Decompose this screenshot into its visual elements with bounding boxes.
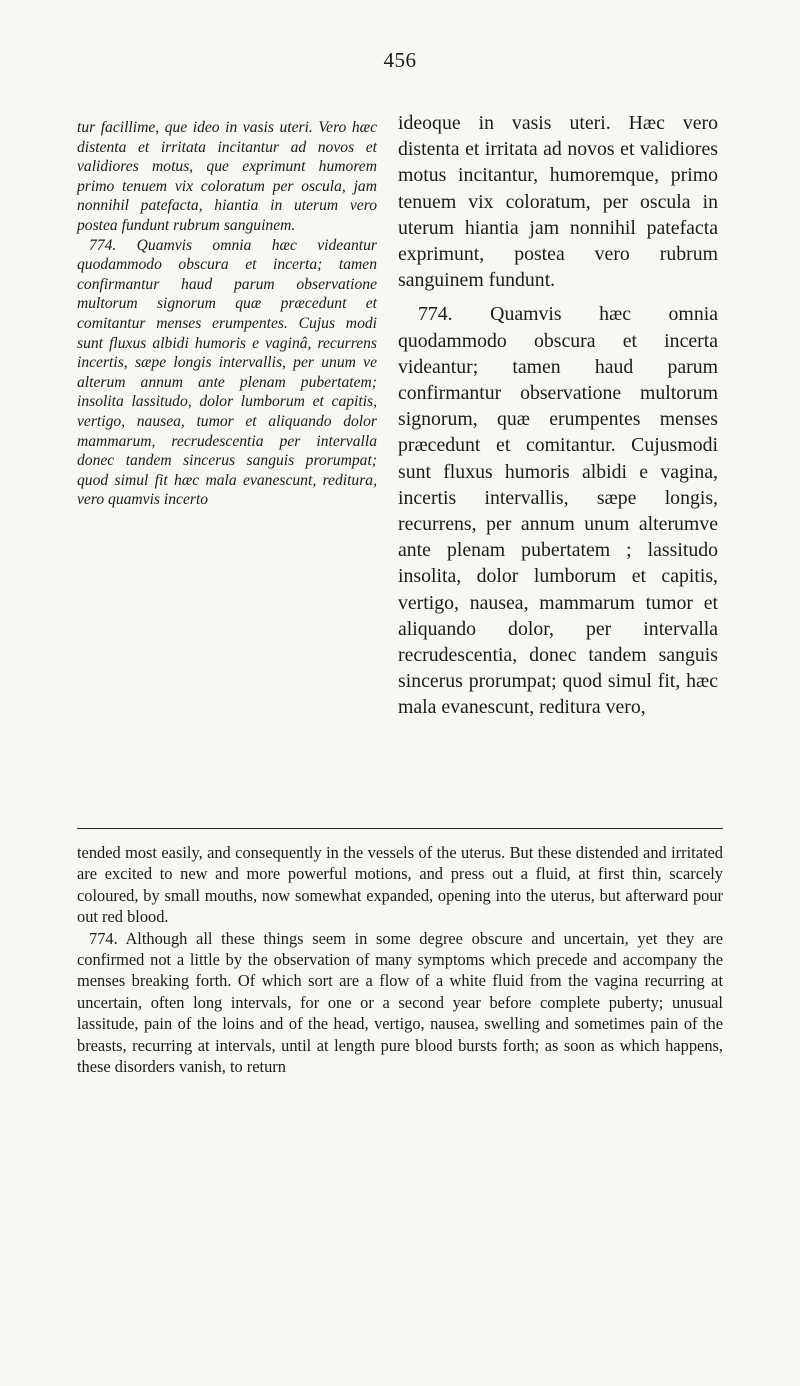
- latin-right-paragraph-2: 774. Quamvis hæc omnia quodammodo obscura et incerta videantur; tamen haud parum confirmantur observatione multorum signorum, quæ erumpentes menses præcedunt et comitantur. Cujusmodi sunt fluxus humoris albidi e vagina, incertis intervallis, sæpe longis, recurrens, per annum unum alterumve ante plenam pubertatem ; lassitudo insolita, dolor lumborum et capitis, vertigo, nausea, mammarum tumor et aliquando dolor, per intervalla recrudescentia, donec tandem sanguis sincerus prorumpat; quod simul fit, hæc mala evanescunt, reditura vero,: [398, 303, 718, 719]
- latin-column-right: [398, 110, 718, 721]
- english-translation: [77, 842, 723, 1077]
- latin-column-left: [77, 118, 377, 510]
- latin-left-paragraph-1: tur facillime, que ideo in vasis uteri. Vero hæc distenta et irritata incitantur ad novos et validiores motus, que exprimunt humorem primo tenuem vix coloratum per oscula, jam nonnihil patefacta, hiantia in uterum vero postea fundunt rubrum sanguinem.: [77, 119, 377, 234]
- page-number: 456: [383, 48, 417, 72]
- section-divider: [77, 828, 723, 829]
- translation-paragraph-1: tended most easily, and consequently in the vessels of the uterus. But these distended and irritated are excited to new and more powerful motions, and press out a fluid, at first thin, scarcely coloured, by small mouths, now somewhat expanded, opening into the uterus, but afterward pour out red blood.: [77, 843, 723, 927]
- latin-right-paragraph-1: ideoque in vasis uteri. Hæc vero distenta et irritata ad novos et validiores motus incitantur, humoremque, primo tenuem vix coloratum, per oscula in uterum hiantia jam nonnihil patefacta exprimunt, postea vero rubrum sanguinem fundunt.: [398, 112, 718, 292]
- translation-paragraph-2: 774. Although all these things seem in some degree obscure and uncertain, yet they are confirmed not a little by the observation of many symptoms which precede and accompany the menses breaking forth. Of which sort are a flow of a white fluid from the vagina recurring at uncertain, often long intervals, for one or a second year before complete puberty; unusual lassitude, pain of the loins and of the head, vertigo, nausea, swelling and sometimes pain of the breasts, recurring at intervals, until at length pure blood bursts forth; as soon as which happens, these disorders vanish, to return: [77, 928, 723, 1077]
- latin-left-paragraph-2: 774. Quamvis omnia hæc videantur quodammodo obscura et incerta; tamen confirmantur haud parum observatione multorum signorum quæ præcedunt et comitantur menses erumpentes. Cujus modi sunt fluxus albidi humoris e vaginâ, recurrens incertis, sæpe longis intervallis, per unum ve alterum annum ante plenam pubertatem; insolita lassitudo, dolor lumborum et capitis, vertigo, nausea, tumor et aliquando dolor mammarum, recrudescentia per intervalla donec tandem sincerus sanguis prorumpat; quod simul fit hæc mala evanescunt, reditura, vero quamvis incerto: [77, 236, 377, 509]
